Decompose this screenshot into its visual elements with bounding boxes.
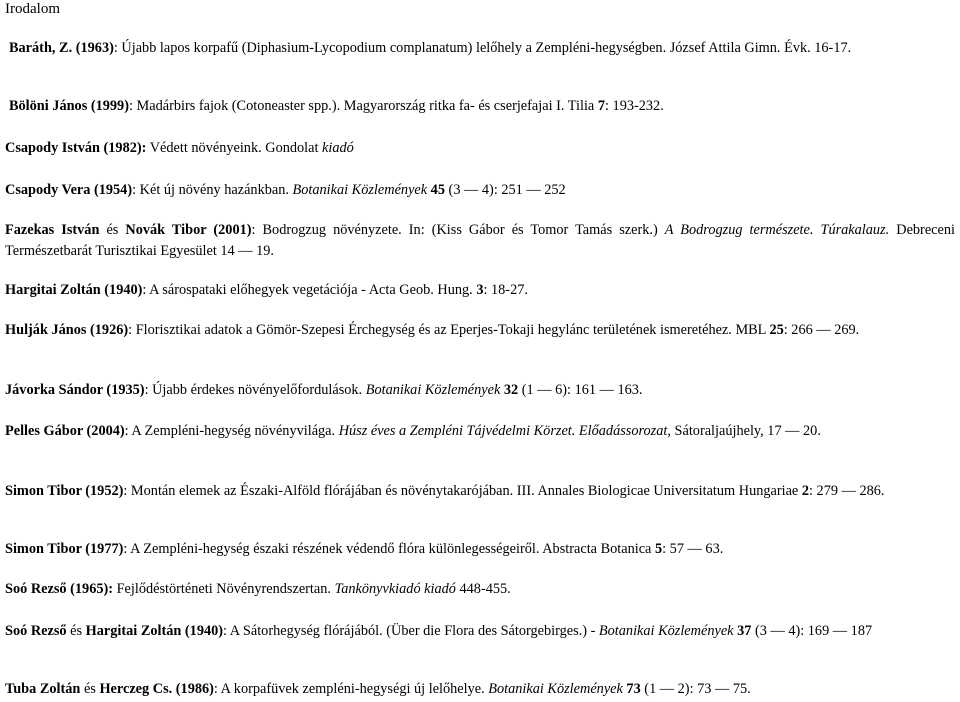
ref-volume: 32	[500, 382, 519, 398]
ref-pages: : 266 — 269.	[783, 322, 860, 338]
ref-year: (1935)	[102, 382, 145, 398]
ref-pages: (1 — 2): 73 — 75.	[640, 681, 751, 697]
ref-pages: (3 — 4): 169 — 187	[751, 623, 873, 639]
reference-hulják-1926	[5, 320, 955, 341]
ref-year: (1965):	[66, 581, 114, 597]
ref-and: és	[66, 623, 86, 639]
ref-tail: , Sátoraljaújhely, 17 — 20.	[667, 423, 821, 439]
ref-journal: Botanikai Közlemények	[365, 382, 501, 398]
ref-year: (1982):	[99, 140, 147, 156]
ref-text: : Újabb érdekes növényelőfordulások.	[144, 382, 366, 398]
ref-volume: 2	[801, 483, 810, 499]
ref-pages: : 18-27.	[483, 282, 528, 298]
reference-soó-1965	[5, 579, 955, 600]
ref-pages: (1 — 6): 161 — 163.	[518, 382, 643, 398]
ref-text: : A sárospataki előhegyek vegetációja - Acta Geob. Hung.	[142, 282, 477, 298]
ref-text: : A Zempléni-hegység növényvilága.	[124, 423, 339, 439]
ref-text: Védett növényeink. Gondolat	[146, 140, 323, 156]
ref-author-1: Soó Rezső	[5, 623, 67, 639]
ref-book: A Bodrogzug természete. Túrakalauz.	[664, 222, 890, 238]
ref-text: : Florisztikai adatok a Gömör-Szepesi Érchegység és az Eperjes-Tokaji hegylánc területének ismeretéhez. MBL	[128, 322, 770, 338]
ref-text: : Bodrogzug növényzete. In: (Kiss Gábor és Tomor Tamás szerk.)	[251, 222, 665, 238]
ref-author-1: Tuba Zoltán	[5, 681, 81, 697]
ref-authors: Csapody István	[5, 140, 100, 156]
ref-series: Húsz éves a Zempléni Tájvédelmi Körzet. Előadássorozat	[338, 423, 668, 439]
ref-publisher: Tankönyvkiadó kiadó	[334, 581, 456, 597]
ref-year: (1952)	[81, 483, 124, 499]
ref-publisher: kiadó	[322, 140, 354, 156]
ref-pages: (3 — 4): 251 — 252	[444, 182, 566, 198]
ref-text: Fejlődéstörténeti Növényrendszertan.	[113, 581, 335, 597]
ref-author-1: Fazekas István	[5, 222, 100, 238]
ref-authors: Hulják János	[5, 322, 87, 338]
reference-jávorka-1935	[5, 380, 955, 401]
ref-volume: 3	[476, 282, 484, 298]
reference-baráth-1963	[5, 38, 959, 59]
ref-volume: 7	[597, 98, 605, 114]
ref-year: (1963)	[75, 40, 114, 56]
ref-year: (1940)	[181, 623, 224, 639]
ref-punct: :	[113, 40, 118, 56]
ref-authors: Jávorka Sándor	[5, 382, 103, 398]
ref-and: és	[80, 681, 100, 697]
ref-volume: 45	[427, 182, 445, 198]
ref-pages: : 193-232.	[605, 98, 664, 114]
ref-pages: : 279 — 286.	[809, 483, 885, 499]
reference-soó-hargitai-1940	[5, 621, 955, 642]
ref-author-2: Novák Tibor	[125, 222, 207, 238]
reference-csapody-istvan-1982	[5, 138, 955, 159]
ref-authors: Hargitai Zoltán	[5, 282, 101, 298]
ref-authors: Simon Tibor	[5, 541, 82, 557]
reference-bölöni-1999	[5, 96, 959, 117]
reference-fazekas-novák-2001	[5, 220, 955, 262]
ref-and: és	[99, 222, 126, 238]
ref-volume: 5	[654, 541, 663, 557]
reference-simon-1952	[5, 481, 955, 502]
ref-text: : Két új növény hazánkban.	[132, 182, 293, 198]
ref-year: (1977)	[81, 541, 124, 557]
reference-tuba-herczeg-1986	[5, 679, 955, 700]
ref-year: (1926)	[86, 322, 129, 338]
ref-year: (1986)	[172, 681, 214, 697]
ref-punct: :	[128, 98, 133, 114]
ref-volume: 25	[769, 322, 784, 338]
page-heading: Irodalom	[5, 1, 60, 17]
ref-authors: Csapody Vera	[5, 182, 91, 198]
ref-journal: Botanikai Közlemények	[292, 182, 428, 198]
ref-text: : A korpafüvek zempléni-hegységi új lelőhelye.	[213, 681, 489, 697]
ref-pages: 448-455.	[455, 581, 511, 597]
ref-year: (2001)	[206, 222, 252, 238]
ref-text: Madárbirs fajok (Cotoneaster spp.). Magyarország ritka fa- és cserjefajai I. Tilia	[132, 98, 598, 114]
ref-volume: 37	[733, 623, 752, 639]
reference-csapody-vera-1954	[5, 180, 955, 201]
ref-authors: Soó Rezső	[5, 581, 67, 597]
ref-authors: Simon Tibor	[5, 483, 82, 499]
ref-text: : A Sátorhegység flórájából. (Über die Flora des Sátorgebirges.) -	[223, 623, 599, 639]
ref-year: (1940)	[100, 282, 143, 298]
ref-tail: Debreceni Természetbarát Turisztikai Egyesület 14 — 19.	[5, 222, 955, 259]
ref-pages: : 57 — 63.	[662, 541, 724, 557]
ref-year: (2004)	[82, 423, 125, 439]
reference-pelles-2004	[5, 421, 955, 442]
ref-year: (1954)	[90, 182, 133, 198]
ref-text: : A Zempléni-hegység északi részének védendő flóra különlegességeiről. Abstracta Botanica	[123, 541, 655, 557]
ref-author-2: Hargitai Zoltán	[85, 623, 182, 639]
ref-journal: Botanikai Közlemények	[488, 681, 623, 697]
ref-text: : Montán elemek az Északi-Alföld flórájában és növénytakarójában. III. Annales Biologicae Universitatum Hungariae	[123, 483, 802, 499]
ref-authors: Bölöni János (1999)	[9, 98, 129, 114]
ref-volume: 73	[622, 681, 641, 697]
reference-simon-1977	[5, 539, 955, 560]
ref-journal: Botanikai Közlemények	[598, 623, 734, 639]
ref-author-2: Herczeg Cs.	[99, 681, 173, 697]
ref-authors: Baráth, Z.	[9, 40, 73, 56]
ref-text: Újabb lapos korpafű (Diphasium-Lycopodium complanatum) lelőhely a Zempléni-hegységben. József Attila Gimn. Évk. 16-17.	[117, 40, 852, 56]
reference-hargitai-1940	[5, 280, 955, 301]
ref-authors: Pelles Gábor	[5, 423, 83, 439]
